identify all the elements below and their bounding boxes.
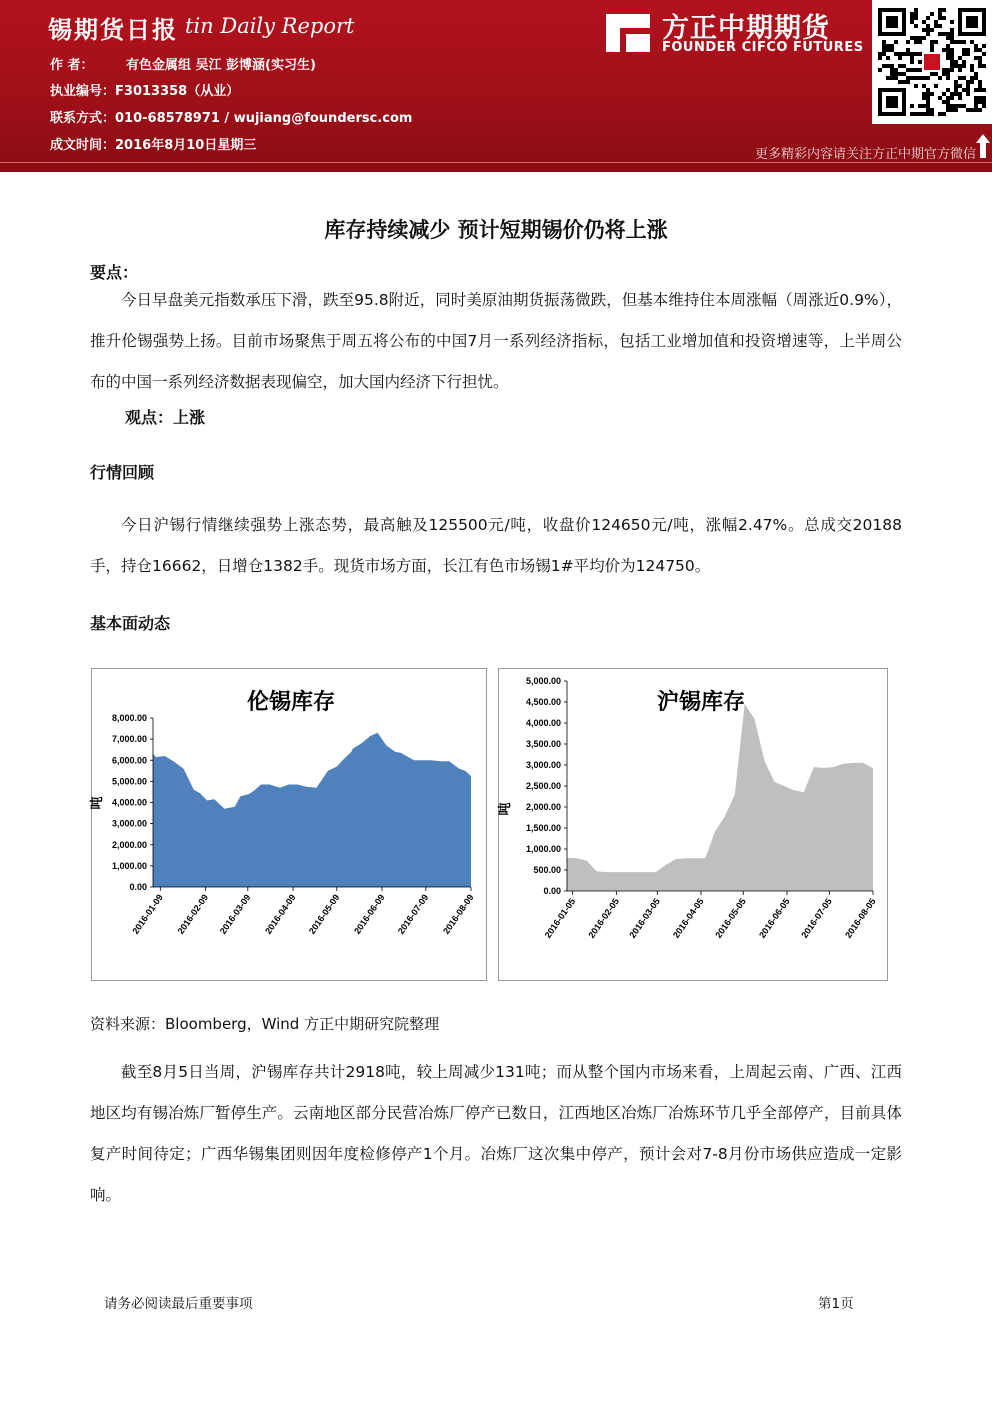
inventory-area bbox=[567, 704, 873, 891]
chart-title: 伦锡库存 bbox=[246, 690, 336, 715]
y-tick-label: 500.00 bbox=[533, 865, 561, 875]
x-tick-label: 2016-05-05 bbox=[713, 896, 748, 940]
y-tick-label: 0.00 bbox=[129, 882, 147, 892]
x-tick-label: 2016-07-05 bbox=[799, 896, 834, 940]
x-tick-label: 2016-06-09 bbox=[352, 892, 387, 936]
report-title-en: tin Daily Report bbox=[185, 14, 355, 38]
date-value: 2016年8月10日星期三 bbox=[115, 138, 257, 153]
review-paragraph: 今日沪锡行情继续强势上涨态势，最高触及125500元/吨，收盘价124650元/吨，涨幅2.47%。总成交20188手，持仓16662，日增仓1382手。现货市场方面，长江有色市场锡1#平均价为124750。 bbox=[90, 516, 902, 575]
report-title-cn: 锡期货日报 bbox=[48, 16, 178, 44]
qr-code-icon bbox=[878, 8, 986, 116]
x-tick-label: 2016-08-05 bbox=[843, 896, 878, 940]
date-line bbox=[50, 134, 256, 153]
page-number: 第1页 bbox=[818, 1296, 854, 1312]
y-tick-label: 1,000.00 bbox=[111, 860, 147, 871]
inventory-area bbox=[153, 733, 471, 887]
x-tick-label: 2016-01-05 bbox=[542, 896, 578, 940]
y-tick-label: 4,500.00 bbox=[525, 697, 561, 707]
y-tick-label: 5,000.00 bbox=[111, 776, 147, 787]
x-tick-label: 2016-08-09 bbox=[441, 892, 476, 936]
fundamentals-paragraph: 截至8月5日当周，沪锡库存共计2918吨，较上周减少131吨；而从整个国内市场来看，上周起云南、广西、江西地区均有锡冶炼厂暂停生产。云南地区部分民营冶炼厂停产已数日，江西地区冶炼厂冶炼环节几乎全部停产，目前具体复产时间待定；广西华锡集团则因年度检修停产1个月。冶炼厂这次集中停产，预计会对7-8月份市场供应造成一定影响。 bbox=[90, 1063, 902, 1204]
footer-notice: 请务必阅读最后重要事项 bbox=[104, 1296, 253, 1312]
y-tick-label: 7,000.00 bbox=[111, 734, 147, 745]
x-tick-label: 2016-07-09 bbox=[395, 892, 431, 936]
license-line bbox=[50, 80, 239, 99]
y-tick-label: 6,000.00 bbox=[111, 755, 147, 766]
founder-logo-icon bbox=[602, 10, 654, 56]
y-tick-label: 2,000.00 bbox=[111, 839, 147, 850]
contact-label: 联系方式： bbox=[50, 111, 116, 126]
license-label: 执业编号： bbox=[50, 84, 116, 99]
y-tick-label: 3,000.00 bbox=[111, 818, 147, 829]
author-label: 作 者： bbox=[50, 58, 94, 73]
keypoints-heading: 要点： bbox=[90, 263, 139, 282]
y-tick-label: 1,500.00 bbox=[525, 823, 561, 833]
brand-name-cn: 方正中期期货 bbox=[662, 13, 830, 44]
y-tick-label: 0.00 bbox=[543, 886, 561, 896]
contact-value: 010-68578971 / wujiang@foundersc.com bbox=[115, 111, 413, 126]
y-tick-label: 2,000.00 bbox=[525, 802, 561, 812]
y-tick-label: 5,000.00 bbox=[525, 676, 561, 686]
chart-title: 沪锡库存 bbox=[656, 690, 746, 715]
y-tick-label: 1,000.00 bbox=[525, 844, 561, 854]
y-tick-label: 2,500.00 bbox=[525, 781, 561, 791]
y-axis-label: 吨 bbox=[90, 796, 105, 810]
lme-inventory-chart bbox=[91, 668, 487, 981]
arrow-up-icon bbox=[976, 134, 990, 158]
shfe-inventory-svg bbox=[499, 669, 887, 980]
x-tick-label: 2016-04-05 bbox=[670, 896, 706, 940]
document-title: 库存持续减少 预计短期锡价仍将上涨 bbox=[324, 218, 668, 242]
contact-line bbox=[50, 107, 412, 126]
follow-wechat-text: 更多精彩内容请关注方正中期官方微信 bbox=[754, 147, 976, 162]
author-line bbox=[50, 54, 316, 73]
x-tick-label: 2016-03-05 bbox=[627, 896, 662, 940]
date-label: 成文时间： bbox=[50, 138, 116, 153]
keypoints-paragraph: 今日早盘美元指数承压下滑，跌至95.8附近，同时美原油期货振荡微跌，但基本维持住本周涨幅（周涨近0.9%），推升伦锡强势上扬。目前市场聚焦于周五将公布的中国7月一系列经济指标，包括工业增加值和投资增速等，上半周公布的中国一系列经济数据表现偏空，加大国内经济下行担忧。 bbox=[90, 291, 902, 391]
y-tick-label: 8,000.00 bbox=[111, 713, 147, 723]
x-tick-label: 2016-02-05 bbox=[586, 896, 621, 940]
x-tick-label: 2016-02-09 bbox=[175, 892, 211, 936]
review-heading: 行情回顾 bbox=[90, 463, 155, 482]
x-tick-label: 2016-05-09 bbox=[306, 892, 342, 936]
shfe-inventory-chart bbox=[498, 668, 888, 981]
x-tick-label: 2016-03-09 bbox=[217, 892, 253, 936]
wechat-qr-code bbox=[872, 0, 992, 124]
lme-inventory-svg bbox=[92, 669, 486, 980]
fundamentals-heading: 基本面动态 bbox=[90, 614, 171, 633]
y-tick-label: 4,000.00 bbox=[525, 718, 561, 728]
x-tick-label: 2016-06-05 bbox=[757, 896, 792, 940]
x-tick-label: 2016-04-09 bbox=[263, 892, 298, 936]
license-value: F3013358（从业） bbox=[115, 84, 240, 99]
y-tick-label: 4,000.00 bbox=[111, 797, 147, 808]
author-value: 有色金属组 吴江 彭博涵(实习生) bbox=[126, 58, 316, 73]
view-statement: 观点：上涨 bbox=[125, 408, 206, 427]
y-tick-label: 3,500.00 bbox=[525, 739, 561, 749]
x-tick-label: 2016-01-09 bbox=[130, 892, 165, 936]
y-tick-label: 3,000.00 bbox=[525, 760, 561, 770]
data-source: 资料来源：Bloomberg，Wind 方正中期研究院整理 bbox=[90, 1015, 440, 1033]
y-axis-label: 吨 bbox=[498, 802, 513, 816]
banner-divider bbox=[0, 162, 992, 163]
header-banner bbox=[0, 0, 992, 172]
brand-name-en: FOUNDER CIFCO FUTURES bbox=[662, 40, 864, 55]
